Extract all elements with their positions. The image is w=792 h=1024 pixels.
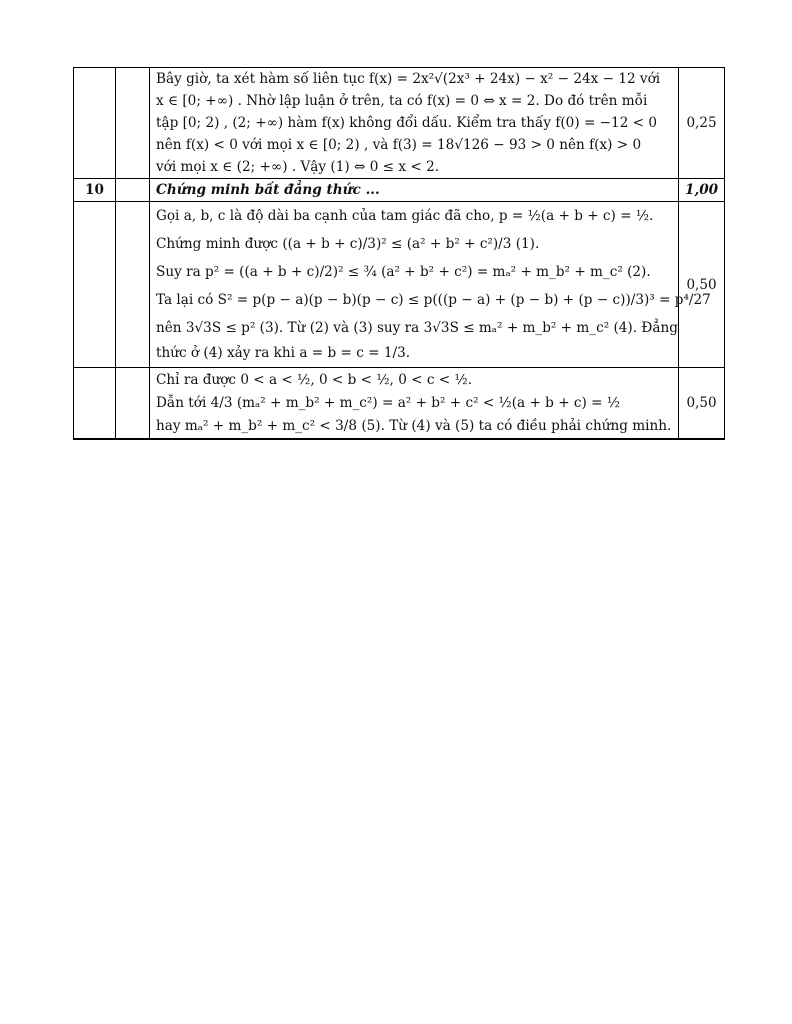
- table-row: [74, 68, 725, 179]
- score-cell: 0,50: [679, 368, 725, 440]
- content-line: Chứng minh được ((a + b + c)/3)² ≤ (a² + b² + c²)/3 (1).: [156, 236, 540, 252]
- content-line: nên f(x) < 0 với mọi x ∈ [0; 2) , và f(3) = 18√126 − 93 > 0 nên f(x) > 0: [156, 137, 642, 153]
- content-line: hay mₐ² + m_b² + m_c² < 3/8 (5). Từ (4) và (5) ta có điều phải chứng minh.: [156, 418, 672, 434]
- content-line: x ∈ [0; +∞) . Nhờ lập luận ở trên, ta có f(x) = 0 ⇔ x = 2. Do đó trên mỗi: [156, 93, 648, 109]
- question-title: Chứng minh bất đẳng thức ...: [150, 179, 679, 202]
- table-row: [74, 202, 725, 368]
- blank-cell: [116, 368, 150, 440]
- content-line: Dẫn tới 4/3 (mₐ² + m_b² + m_c²) = a² + b² + c² < ½(a + b + c) = ½: [156, 395, 621, 411]
- blank-cell: [116, 202, 150, 368]
- score-cell: 0,50: [679, 202, 725, 368]
- content-line: Chỉ ra được 0 < a < ½, 0 < b < ½, 0 < c < ½.: [156, 372, 473, 388]
- content-line: với mọi x ∈ (2; +∞) . Vậy (1) ⇔ 0 ≤ x < 2.: [156, 159, 440, 175]
- content-cell: [150, 68, 679, 179]
- content-line: Bây giờ, ta xét hàm số liên tục f(x) = 2x²√(2x³ + 24x) − x² − 24x − 12 với: [156, 71, 661, 87]
- question-number-cell: [74, 68, 116, 179]
- grading-table: [73, 67, 725, 440]
- score-cell: 0,25: [679, 68, 725, 179]
- table-row-heading: [74, 179, 725, 202]
- content-line: thức ở (4) xảy ra khi a = b = c = 1/3.: [156, 345, 411, 361]
- table-row: [74, 368, 725, 440]
- content-line: tập [0; 2) , (2; +∞) hàm f(x) không đổi dấu. Kiểm tra thấy f(0) = −12 < 0: [156, 115, 658, 131]
- content-line: Suy ra p² = ((a + b + c)/2)² ≤ ¾ (a² + b² + c²) = mₐ² + m_b² + m_c² (2).: [156, 264, 651, 280]
- content-line: nên 3√3S ≤ p² (3). Từ (2) và (3) suy ra 3√3S ≤ mₐ² + m_b² + m_c² (4). Đẳng: [156, 320, 678, 336]
- blank-cell: [116, 179, 150, 202]
- question-number-cell: 10: [74, 179, 116, 202]
- question-number-cell: [74, 202, 116, 368]
- content-line: Gọi a, b, c là độ dài ba cạnh của tam giác đã cho, p = ½(a + b + c) = ½.: [156, 208, 654, 224]
- question-number-cell: [74, 368, 116, 440]
- blank-cell: [116, 68, 150, 179]
- content-line: Ta lại có S² = p(p − a)(p − b)(p − c) ≤ p(((p − a) + (p − b) + (p − c))/3)³ = p⁴/27: [156, 292, 711, 308]
- total-score-cell: 1,00: [679, 179, 725, 202]
- content-cell: [150, 368, 679, 440]
